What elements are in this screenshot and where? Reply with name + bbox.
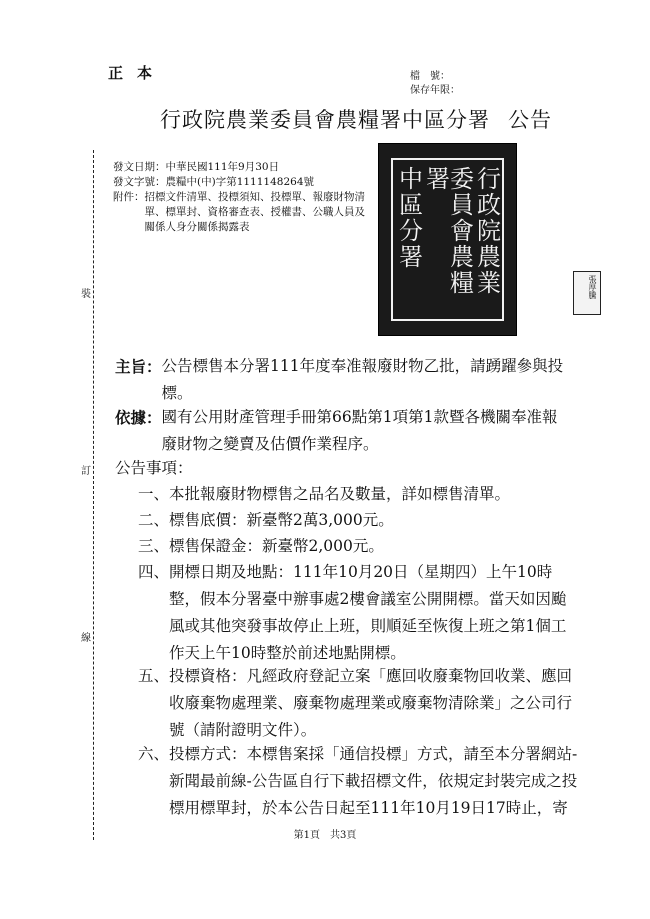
seal-text-col-1: 行政院農業 xyxy=(472,166,501,296)
official-seal xyxy=(378,143,517,336)
subject-label: 主旨： xyxy=(115,357,162,376)
item-text: 投標方式：本標售案採「通信投標」方式，請至本分署網站-新聞最前線-公告區自行下載招標文件，依規定封裝完成之投標用標單封，於本公告日起至111年10月19日17時止，寄 xyxy=(169,745,578,817)
items-header: 公告事項： xyxy=(115,459,193,477)
item-number: 四、 xyxy=(138,563,170,581)
attachments-row xyxy=(113,190,373,235)
doc-number-row xyxy=(113,175,373,190)
item-number: 二、 xyxy=(138,511,170,529)
copy-label: 正本 xyxy=(108,64,167,82)
item-text: 開標日期及地點：111年10月20日（星期四）上午10時整，假本分署臺中辦事處2樓會議室公開開標。當天如因颱風或其他突發事故停止上班，則順延至恢復上班之第1個工作天上午10時整於前述地點開標。 xyxy=(169,563,567,662)
retention-label: 保存年限： xyxy=(410,85,460,96)
doc-number-label: 發文字號： xyxy=(113,176,166,188)
issue-date: 中華民國111年9月30日 xyxy=(165,161,280,173)
seal-text-col-3: 中區分署 xyxy=(394,166,423,270)
doc-type: 公告 xyxy=(508,108,552,132)
list-item xyxy=(138,481,578,508)
list-item xyxy=(138,741,578,822)
attachments-label: 附件： xyxy=(113,191,145,203)
subject xyxy=(115,353,570,407)
basis-text: 國有公用財產管理手冊第66點第1項第1款暨各機關奉准報廢財物之變賣及估價作業程序。 xyxy=(161,408,558,453)
personal-seal xyxy=(573,271,601,315)
doc-number: 農糧中(中)字第1111148264號 xyxy=(165,176,314,188)
binding-line xyxy=(93,150,94,840)
basis xyxy=(115,404,570,458)
binding-mark-top: 裝 xyxy=(81,289,91,300)
subject-text: 公告標售本分署111年度奉准報廢財物乙批，請踴躍參與投標。 xyxy=(161,357,564,402)
item-text: 本批報廢財物標售之品名及數量，詳如標售清單。 xyxy=(169,485,511,503)
binding-mark-bottom: 線 xyxy=(81,633,91,644)
item-number: 五、 xyxy=(138,667,170,685)
issue-date-row xyxy=(113,160,373,175)
page-footer: 第1頁 共3頁 xyxy=(293,830,357,841)
list-item xyxy=(138,559,578,667)
basis-label: 依據： xyxy=(115,408,162,427)
item-number: 一、 xyxy=(138,485,170,503)
binding-mark-mid: 訂 xyxy=(81,466,91,477)
personal-seal-text: 張厚騰 xyxy=(588,275,597,299)
issue-meta xyxy=(113,160,373,235)
item-number: 六、 xyxy=(138,745,170,763)
page-title xyxy=(160,104,552,134)
agency-name: 行政院農業委員會農糧署中區分署 xyxy=(160,108,490,132)
item-number: 三、 xyxy=(138,537,170,555)
attachments: 招標文件清單、投標須知、投標單、報廢財物清單、標單封、資格審查表、授權書、公職人員及關係人身分關係揭露表 xyxy=(144,191,365,233)
item-text: 標售底價：新臺幣2萬3,000元。 xyxy=(169,511,394,529)
seal-text-col-2: 委員會農糧署 xyxy=(421,166,474,296)
item-text: 投標資格：凡經政府登記立案「應回收廢棄物回收業、應回收廢棄物處理業、廢棄物處理業或廢棄物清除業」之公司行號（請附證明文件）。 xyxy=(169,667,573,739)
list-item xyxy=(138,507,578,534)
item-text: 標售保證金：新臺幣2,000元。 xyxy=(169,537,384,555)
file-number-block xyxy=(410,70,460,98)
file-number-label: 檔 號： xyxy=(410,71,450,82)
list-item xyxy=(138,533,578,560)
list-item xyxy=(138,663,578,744)
issue-date-label: 發文日期： xyxy=(113,161,166,173)
